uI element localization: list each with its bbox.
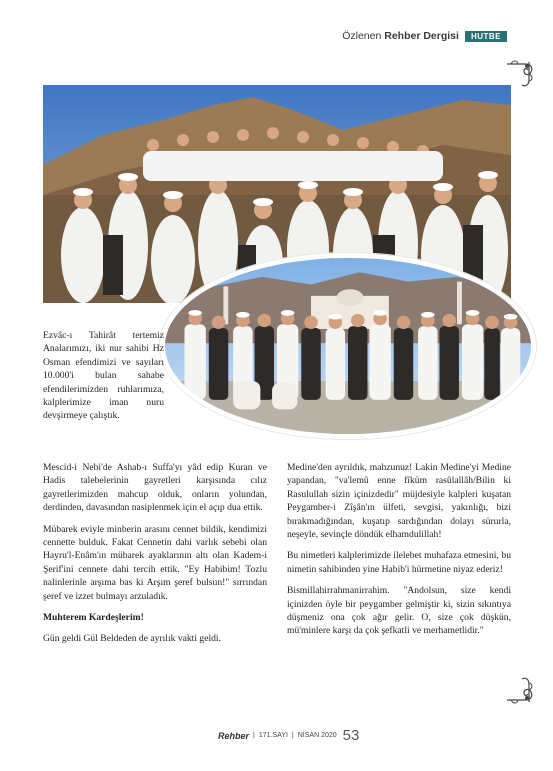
floral-corner-ornament-icon — [505, 676, 535, 706]
paragraph: Mescid-i Nebi'de Ashab-ı Suffa'yı yâd edip Kuran ve Hadis talebelerinin gayretleri karşısında cılız gayretlerimizden mahcup olduk, onların yolundan, derdinden, davasından nasiplenmek için el açıp dua ettik. — [43, 462, 267, 514]
footer-logo: Rehber — [218, 730, 250, 741]
paragraph: Bu nimetleri kalplerimizde ilelebet muhafaza etmesini, bu nimetin sahibinden yine Habib'i hürmetine niyaz ederiz! — [287, 550, 511, 575]
issue-date: NİSAN 2020 — [297, 732, 337, 739]
magazine-name: Özlenen Rehber Dergisi — [342, 30, 459, 42]
paragraph: Mübarek eviyle minberin arasını cennet bildik, kendimizi cennette bulduk. Fakat Cennetin dahi varlık sebebi olan Hayru'l-Enâm'ın mübarek ayaklarının altı olan Kadem-i Şerif'ini cennete dahi tercih ettik. "Ey Habibim! Tozlu nalinlerinle arşıma bas ki Arşım şeref bulsun!" sırrından şeref ve izzet bulmayı arzuladık. — [43, 523, 267, 602]
text-column-left — [43, 461, 267, 654]
page-number: 53 — [342, 727, 360, 744]
paragraph: Gün geldi Gül Beldeden de ayrılık vakti geldi. — [43, 633, 221, 645]
text-column-right — [287, 461, 511, 646]
intro-paragraph: Ezvâc-ı Tahirât tertemiz Analarımızı, iki nur sahibi Hz Osman efendimizi ve sayıları 10.000'i bulan sahabe efendilerimizden ruhlarımıza, kalplerimize iman nuru devşirmeye çalıştık. — [43, 330, 164, 422]
section-tag: HUTBE — [465, 31, 507, 42]
group-photo-oval — [160, 253, 536, 439]
paragraph: Bismillahirrahmanirrahim. "Andolsun, size kendi içinizden öyle bir peygamber gelmiştir ki, sizin sıkıntıya düşmeniz ona çok ağır gelir. O, size çok düşkün, mü'minlere karşı da çok şefkatli ve merhametlidir." — [287, 585, 511, 637]
paragraph: Medine'den ayrıldık, mahzunuz! Lakin Medine'yi Medine yapandan, "va'lemû enne fîküm rasûlallâh/Bilin ki Rasulullah sizin içinizdedir" müjdesiyle kalpleri kuşatan Peygamber-i Zîşân'ın ülfeti, sevgisi, yakınlığı, bizi bırakmadığından, kuşatıp sardığından dolayı sürurla, neşeyle, sevinçle döndük elhamdulillah! — [287, 462, 511, 541]
issue-number: 171.SAYI — [258, 732, 288, 739]
section-heading: Muhterem Kardeşlerim! — [43, 612, 144, 624]
running-header — [342, 30, 507, 42]
page-footer: Rehber | 171.SAYI | NİSAN 2020 53 — [218, 727, 360, 744]
floral-corner-ornament-icon — [505, 58, 535, 88]
